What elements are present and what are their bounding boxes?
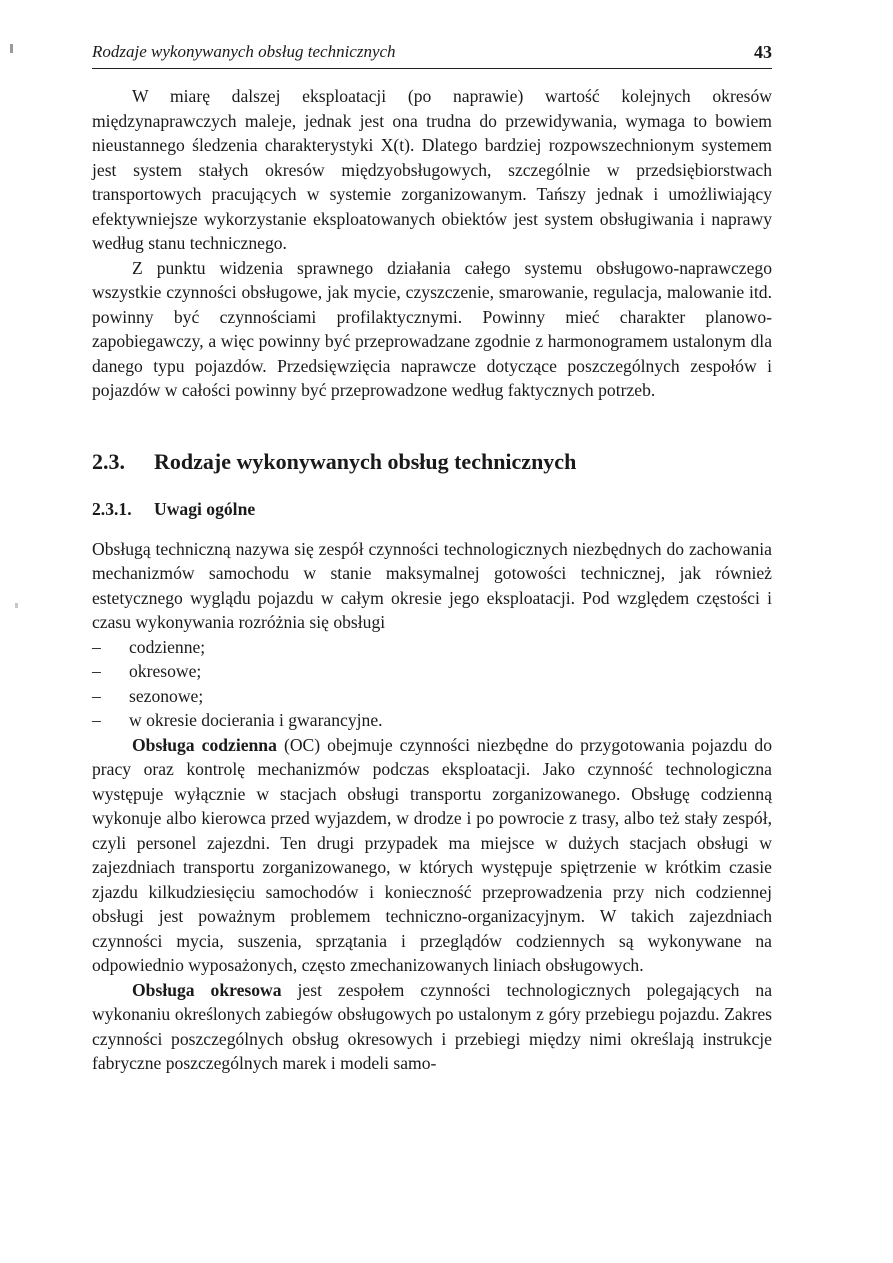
subsection-title: Uwagi ogólne xyxy=(154,498,256,519)
list-dash: – xyxy=(92,710,101,730)
periodic-service-text: jest zespołem czynności technologicznych polegających na wykonaniu określonych zabiegów obsługowych po ustalonym z góry przebiegu pojazdu. Zakres czynności poszczególnych obsług okresowych i przebiegi między nimi określają instrukcje fabryczne poszczególnych marek i modeli samo- xyxy=(92,979,773,1073)
list-item xyxy=(92,635,772,660)
paragraph-daily-service xyxy=(92,733,772,978)
list-item-text: w okresie docierania i gwarancyjne. xyxy=(129,710,383,730)
paragraph-periodic-service xyxy=(92,978,772,1076)
list-item-text: codzienne; xyxy=(129,636,206,657)
list-item-text: sezonowe; xyxy=(129,685,204,706)
daily-service-term: Obsługa codzienna xyxy=(132,734,277,755)
list-dash: – xyxy=(92,661,101,681)
paragraph-definition: Obsługą techniczną nazywa się zespół czynności technologicznych niezbędnych do zachowania mechanizmów samochodu w stanie maksymalnej gotowości technicznej, jak również estetycznego wyglądu pojazdu w całym okresie jego eksploatacji. Pod względem częstości i czasu wykonywania rozróżnia się obsługi xyxy=(92,538,772,632)
paragraph-system: Z punktu widzenia sprawnego działania całego systemu obsługowo-naprawczego wszystkie czynności obsługowe, jak mycie, czyszczenie, smarowanie, regulacja, malowanie itd. powinny być czynnościami profilaktycznymi. Powinny mieć charakter planowo-zapobiegawczy, a więc powinny być przeprowadzane zgodnie z harmonogramem ustalonym dla danego typu pojazdów. Przedsięwzięcia naprawcze dotyczące poszczególnych zespołów i pojazdów w całości powinny być przeprowadzone według faktycznych potrzeb. xyxy=(92,257,772,400)
subsection-heading xyxy=(92,495,772,523)
list-dash: – xyxy=(92,685,101,706)
list-item xyxy=(92,659,772,684)
page-number: 43 xyxy=(754,42,772,62)
running-title: Rodzaje wykonywanych obsług technicznych xyxy=(92,42,396,61)
periodic-service-term: Obsługa okresowa xyxy=(132,979,282,1000)
list-item-text: okresowe; xyxy=(129,661,202,681)
service-types-list xyxy=(92,635,772,733)
margin-mark-middle xyxy=(15,603,18,608)
daily-service-text: (OC) obejmuje czynności niezbędne do przygotowania pojazdu do pracy oraz kontrolę mechanizmów podczas eksploatacji. Jako czynność technologiczna występuje wyłącznie w stacjach obsługi transportu zorganizowanego. Obsługę codzienną wykonuje albo kierowca przed wyjazdem, w drodze i po powrocie z trasy, albo też stały zespół, czyli personel zajezdni. Ten drugi przypadek ma miejsce w dużych stacjach obsługi w zajezdniach transportu zorganizowanego, w których występuje spiętrzenie w krótkim czasie zjazdu kilkudziesięciu samochodów i konieczność przeprowadzenia przy nich codziennej obsługi jest poważnym problemem techniczno-organizacyjnym. W takich zajezdniach czynności mycia, suszenia, sprzątania i przeglądów codziennych są wykonywane na odpowiednio wyposażonych, często zmechanizowanych liniach obsługowych. xyxy=(92,734,773,975)
page-body xyxy=(92,84,772,1076)
paragraph-intro: W miarę dalszej eksploatacji (po naprawie) wartość kolejnych okresów międzynaprawczych maleje, jednak jest ona trudna do przewidywania, wymaga to bowiem nieustannego śledzenia charakterystyki X(t). Dlatego bardziej rozpowszechnionym systemem jest system stałych okresów międzyobsługowych, szczególnie w przedsiębiorstwach transportowych pracujących w systemie zorganizowanym. Tańszy jednak i umożliwiający efektywniejsze wykorzystanie eksploatowanych obiektów jest system obsługiwania i naprawy według stanu technicznego. xyxy=(92,86,772,253)
list-item xyxy=(92,708,772,733)
list-dash: – xyxy=(92,636,101,657)
section-number: 2.3. xyxy=(92,448,125,474)
subsection-number: 2.3.1. xyxy=(92,498,132,519)
margin-mark-top xyxy=(10,44,13,53)
running-header xyxy=(92,40,772,69)
section-title: Rodzaje wykonywanych obsług technicznych xyxy=(154,448,577,474)
section-heading xyxy=(92,447,772,477)
list-item xyxy=(92,684,772,709)
